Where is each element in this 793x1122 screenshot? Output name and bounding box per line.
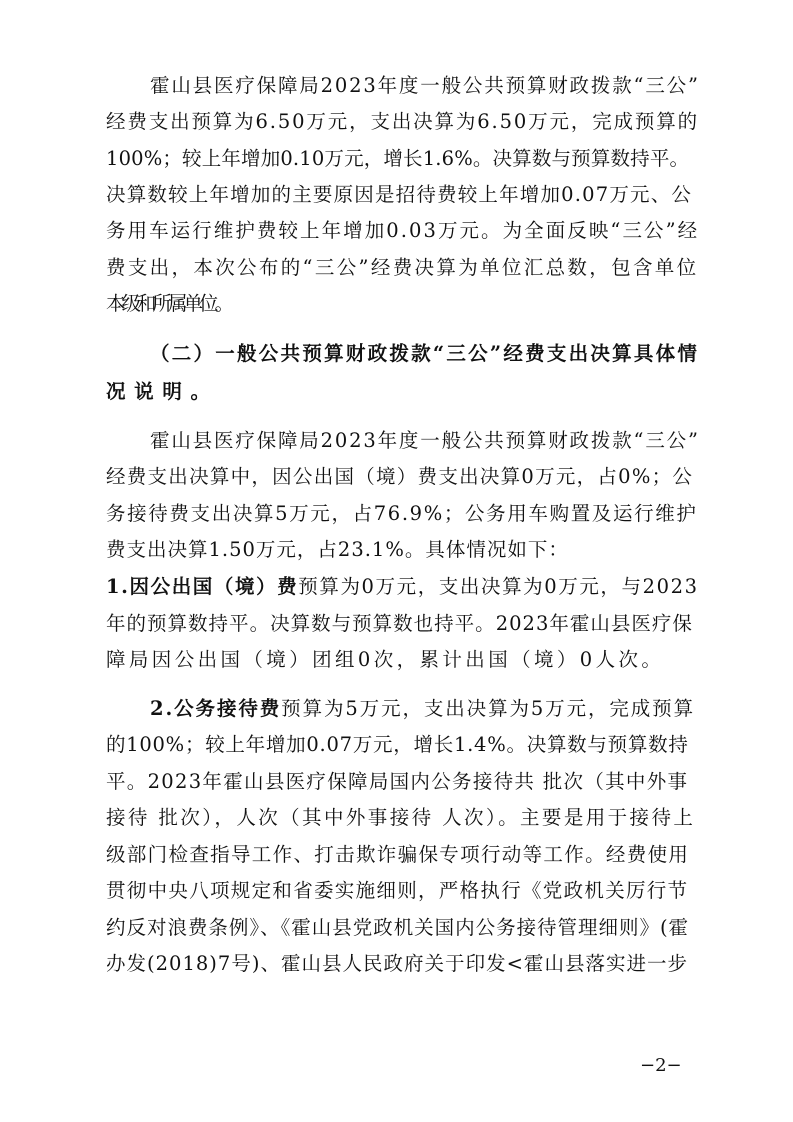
text-line [106,108,699,136]
section-heading: 2.公务接待费 [150,697,282,720]
text-line [106,290,230,318]
text-line [106,841,689,869]
text-line [150,72,700,100]
line-text: 本级和所属单位。 [106,292,231,315]
text-line [106,768,688,796]
line-text: 费支出决算1.50万元，占23.1%。具体情况如下： [106,538,569,561]
line-text: 经费支出决算中，因公出国（境）费支出决算0万元，占0%；公 [106,465,694,488]
text-line [106,950,688,978]
line-text: 霍山县医疗保障局2023年度一般公共预算财政拨款“三公” [150,74,700,97]
text-line [106,463,693,491]
line-text: 办发(2018)7号)、霍山县人民政府关于印发<霍山县落实进一步 [106,952,689,975]
text-line [106,646,664,674]
line-text: 霍山县医疗保障局2023年度一般公共预算财政拨款“三公” [150,429,700,452]
line-text: 年的预算数持平。决算数与预算数也持平。2023年霍山县医疗保 [106,612,693,635]
text-line [150,427,700,455]
line-text: 平。2023年霍山县医疗保障局国内公务接待共 批次（其中外事 [106,770,689,793]
line-text: 务接待费支出决算5万元，占76.9%；公务用车购置及运行维护 [106,502,698,525]
line-text: 障局因公出国（境）团组0次，累计出国（境）0人次。 [106,648,665,671]
text-line [150,695,695,723]
text-line [106,731,689,759]
text-line [106,500,698,528]
line-text: 决算数较上年增加的主要原因是招待费较上年增加0.07万元、公 [106,183,693,206]
line-text: 的100%；较上年增加0.07万元，增长1.4%。决算数与预算数持 [106,733,689,756]
line-text: 预算为0万元，支出决算为0万元，与2023 [298,575,699,598]
line-text: 接待 批次），人次（其中外事接待 人次）。主要是用于接待上 [106,806,696,829]
text-line [106,877,688,905]
text-line [106,804,695,832]
line-text: 100%；较上年增加0.10万元，增长1.6%。决算数与预算数持平。 [106,147,690,170]
text-line [106,217,699,245]
line-text: 费支出，本次公布的“三公”经费决算为单位汇总数，包含单位 [106,256,699,279]
line-text: （二）一般公共预算财政拨款“三公”经费支出决算具体情 [150,342,700,365]
line-text: 级部门检查指导工作、打击欺诈骗保专项行动等工作。经费使用 [106,843,690,866]
text-line [150,340,699,368]
line-text: 务用车运行维护费较上年增加0.03万元。为全面反映“三公”经 [106,219,700,242]
line-text: 约反对浪费条例》、《霍山县党政机关国内公务接待管理细则》(霍 [106,916,690,939]
text-line [106,145,689,173]
text-line [106,181,692,209]
text-line [106,914,689,942]
section-heading: 1.因公出国（境）费 [106,575,299,598]
text-line [106,610,693,638]
line-text: 贯彻中央八项规定和省委实施细则，严格执行《党政机关厉行节 [106,879,689,902]
text-line [106,254,698,282]
text-line [106,573,699,601]
text-line [106,536,569,564]
line-text: 经费支出预算为6.50万元，支出决算为6.50万元，完成预算的 [106,110,699,133]
line-text: 预算为5万元，支出决算为5万元，完成预算 [281,697,695,720]
page-number: −2− [640,1055,682,1076]
text-line [106,378,219,406]
line-text: 况说明。 [106,380,219,403]
